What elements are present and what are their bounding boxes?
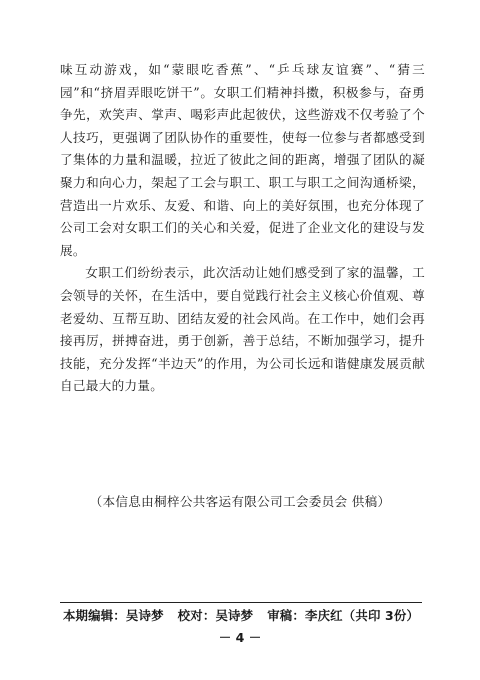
footer-editor: 本期编辑：吴诗梦 <box>62 608 164 623</box>
article-body <box>60 59 425 398</box>
footer-divider <box>60 602 422 603</box>
footer-reviewer: 审稿：李庆红（共印 3份） <box>267 608 420 623</box>
editorial-footer <box>60 606 422 624</box>
source-credit: （本信息由桐梓公共客运有限公司工会委员会 供稿） <box>89 494 391 509</box>
footer-proofreader: 校对：吴诗梦 <box>177 608 254 623</box>
paragraph-closing: 女职工们纷纷表示，此次活动让她们感受到了家的温馨，工会领导的关怀，在生活中，要自觉践行社会主义核心价值观、尊老爱幼、互帮互助、团结友爱的社会风尚。在工作中，她们会再接再厉，拼搏奋进，勇于创新，善于总结，不断加强学习，提升技能，充分发挥“半边天”的作用，为公司长远和谐健康发展贡献自己最大的力量。 <box>60 265 425 394</box>
paragraph-continued: 味互动游戏，如“蒙眼吃香蕉”、“乒乓球友谊赛”、“猜三园”和“挤眉弄眼吃饼干”。女职工们精神抖擞，积极参与，奋勇争先，欢笑声、掌声、喝彩声此起彼伏，这些游戏不仅考验了个人技巧，更强调了团队协作的重要性，使每一位参与者都感受到了集体的力量和温暖，拉近了彼此之间的距离，增强了团队的凝聚力和向心力，架起了工会与职工、职工与职工之间沟通桥梁，营造出一片欢乐、友爱、和谐、向上的美好氛围，也充分体现了公司工会对女职工们的关心和关爱，促进了企业文化的建设与发展。 <box>60 62 425 258</box>
page-number: － 4 － <box>218 630 262 645</box>
